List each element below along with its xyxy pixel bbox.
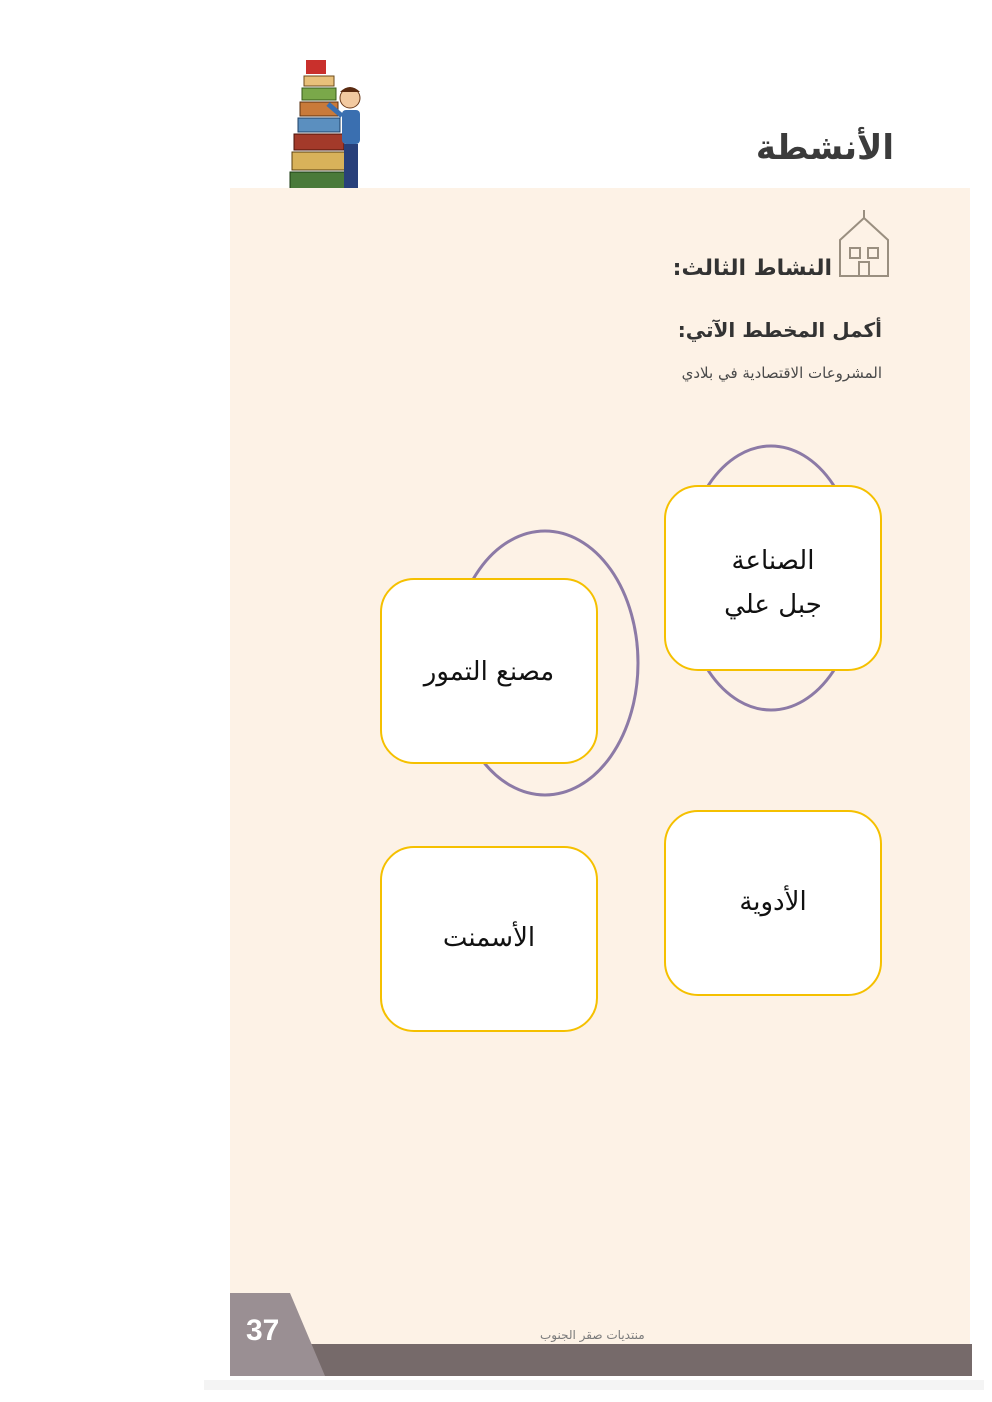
box-medicine	[664, 810, 882, 996]
box-industry-line1: الصناعة	[731, 546, 815, 576]
instruction-text: أكمل المخطط الآتي:	[677, 318, 882, 342]
activity-title: النشاط الثالث:	[672, 256, 832, 281]
page-number: 37	[246, 1314, 280, 1347]
watermark: منتديات صقر الجنوب	[540, 1328, 645, 1342]
box-cement-line1: الأسمنت	[442, 923, 536, 953]
page-bottom-shade	[204, 1380, 984, 1390]
box-medicine-line1: الأدوية	[739, 887, 807, 917]
box-industry-line2: جبل علي	[724, 590, 822, 620]
diagram-subtitle: المشروعات الاقتصادية في بلادي	[681, 364, 882, 382]
page-title: الأنشطة	[755, 128, 894, 168]
school-building-icon	[832, 210, 896, 282]
box-dates-factory	[380, 578, 598, 764]
box-industry	[664, 485, 882, 671]
box-cement	[380, 846, 598, 1032]
footer-bar	[230, 1344, 972, 1376]
box-dates-line1: مصنع التمور	[423, 657, 555, 687]
